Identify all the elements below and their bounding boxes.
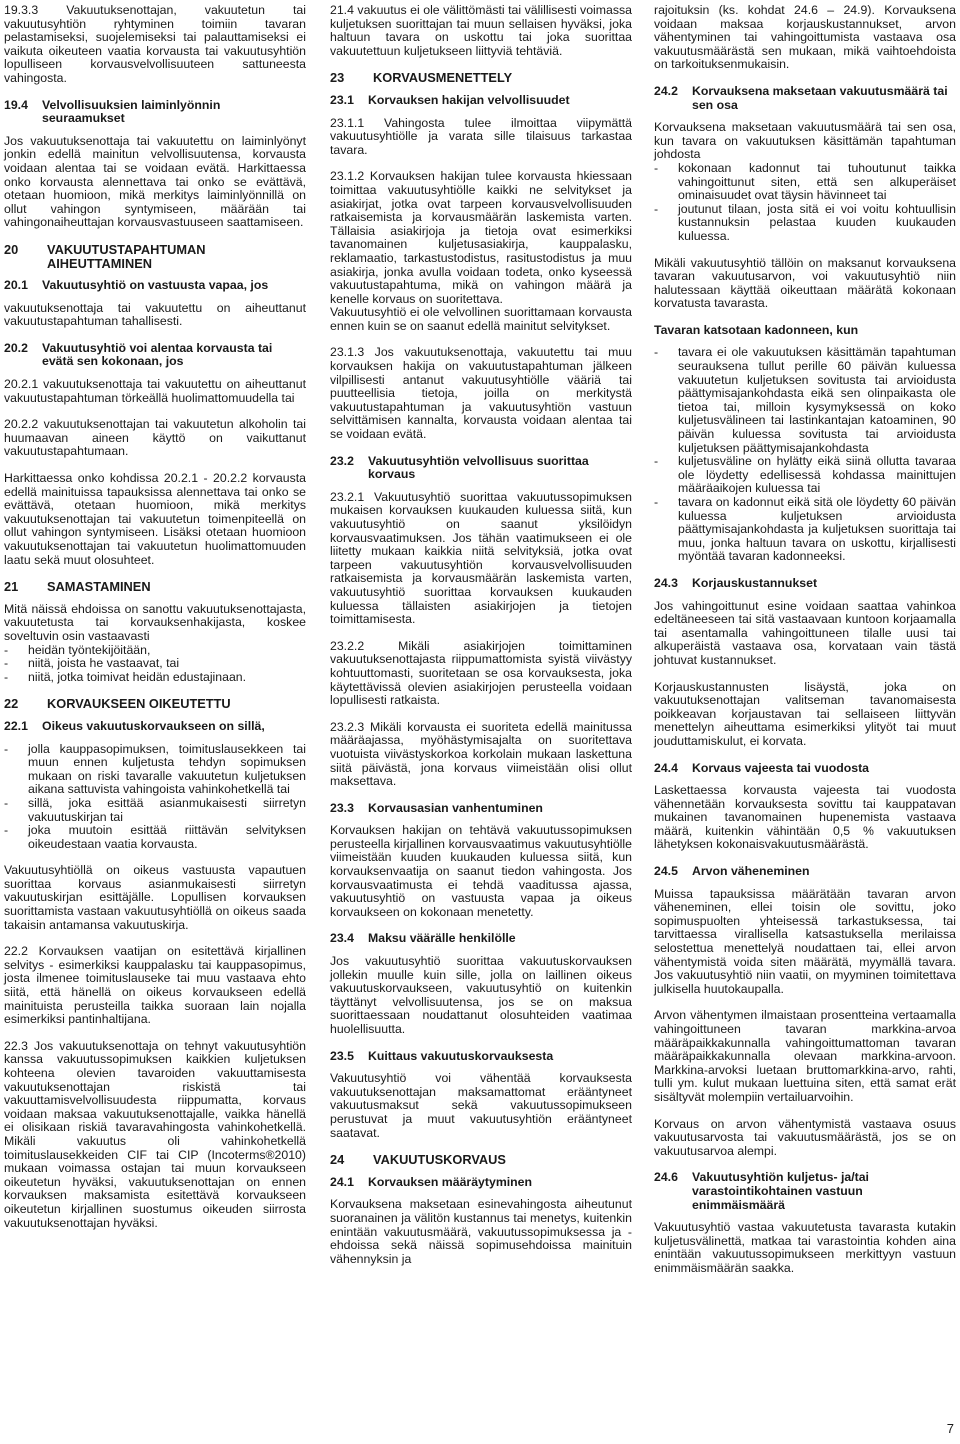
heading-title: Korvaus vajeesta tai vuodosta	[692, 760, 870, 775]
heading-title: Kuittaus vakuutuskorvauksesta	[368, 1048, 554, 1063]
heading-title: KORVAUSMENETTELY	[373, 70, 513, 86]
paragraph-24-3: Jos vahingoittunut esine voidaan saattaa vahinkoa edeltäneeseen tai sitä vastaavaan kuntoon korjaamalla tai asentamalla vahingoittuneen tilalle uusi tai alkuperäistä vastaava osa, korvataan vain tästä johtuvat kustannukset.	[654, 598, 956, 667]
heading-23-1	[330, 94, 632, 108]
heading-title: Korvauksena maksetaan vakuutusmäärä tai sen osa	[692, 83, 948, 112]
heading-number: 24.6	[654, 1170, 678, 1185]
heading-title: Korvausasian vanhentuminen	[368, 800, 543, 815]
paragraph-24-1-cont: rajoituksin (ks. kohdat 24.6 – 24.9). Korvauksena voidaan maksaa korjauskustannukset, arvon vähentyminen tai vahingoittumista vastaava osa vakuutusmäärästä sen mukaan, mikä vaihtoehdoista on tarkoituksenmukaisin.	[654, 3, 956, 72]
heading-20-1	[4, 279, 306, 293]
heading-title: Korjauskustannukset	[692, 575, 818, 590]
paragraph-23-4: Jos vakuutusyhtiö suorittaa vakuutuskorvauksen jollekin muulle kuin sille, jolla on laillinen oikeus vakuutuskorvaukseen, vakuutusyhtiö on kuitenkin täyttänyt velvollisuutensa, jos se on maksua suorittaessaan noudattanut olosuhteiden vaatimaa huolellisuutta.	[330, 954, 632, 1036]
paragraph-22-1b: Vakuutusyhtiöllä on oikeus vastuusta vapautuen suorittaa korvaus asianmukaisesti siirretyn vakuutuskirjan esittäjälle. Lopullisen korvauksen suorittamista vastaan vakuutusyhtiöllä on oikeus saada takaisin antamansa vakuutuskirja.	[4, 863, 306, 932]
heading-title: Korvauksen määräytyminen	[368, 1174, 533, 1189]
list-kadonneen	[654, 346, 956, 564]
paragraph-22-2: 22.2 Korvauksen vaatijan on esitettävä kirjallinen selvitys - esimerkiksi kauppalasku tai kauppasopimus, josta ilmenee toimituslauseke tai muu vastaava ehto siitä, että hänellä on oikeus korvaukseen edellä mainituista perusteilla taikka suoraan lain nojalla esimerkiksi pantinhaltijana.	[4, 944, 306, 1027]
list-item: - tavara on kadonnut eikä sitä ole löydetty 60 päivän kuluessa kuljetuksen arvioidusta päättymisajankohdasta ja kuljetuksen suorittaja tai muu, jonka haltuun tavara on uskottu, kirjallisesti myöntää tavaran kadonneeksi.	[654, 495, 956, 564]
paragraph-20-2-2: 20.2.2 vakuutuksenottajan tai vakuutetun alkoholin tai huumaavan aineen käyttö on vaikuttanut vakuutustapahtumaan.	[4, 417, 306, 459]
column-left	[4, 4, 306, 1243]
heading-21	[4, 580, 306, 594]
heading-title: Velvollisuuksien laiminlyönnin seuraamukset	[42, 97, 221, 126]
paragraph-20-2-3: Harkittaessa onko kohdissa 20.2.1 - 20.2.2 korvausta edellä mainituissa tapauksissa alennettava tai onko se evättävä, otetaan huomioon, mikä merkitys vakuutuksenottajan tai vakuutetun toimenpiteellä on ollut vahingon syntymiseen. Lisäksi otetaan huomioon vakuutuksenottajan tai vakuutetun huolimattomuuden laatu sekä muut olosuhteet.	[4, 471, 306, 567]
heading-title: Maksu väärälle henkilölle	[368, 931, 516, 946]
paragraph-24-5c: Korvaus on arvon vähentymistä vastaava osuus vakuutusarvosta tai vakuutusmäärästä, jos se on vakuutusarvoa alempi.	[654, 1116, 956, 1158]
heading-number: 23.1	[330, 92, 354, 107]
column-right	[654, 4, 956, 1289]
heading-title: Vakuutusyhtiön velvollisuus suorittaa korvaus	[368, 453, 589, 482]
heading-number: 19.4	[4, 97, 28, 112]
paragraph-24-2b: Mikäli vakuutusyhtiö tällöin on maksanut korvauksena tavaran vakuutusarvon, voi vakuutusyhtiö niin halutessaan käyttää oikeuttaan määrätä kokonaan korvatusta tavarasta.	[654, 255, 956, 311]
list-item: - jolla kauppasopimuksen, toimituslausekkeen tai muun ennen kuljetusta tehdyn sopimuksen mukaan on riski tavaralle vakuutetun kuljetuksen aikana sattuvista vahingoista vahinkohetkellä tai	[4, 741, 306, 797]
paragraph-23-3: Korvauksen hakijan on tehtävä vakuutussopimuksen perusteella kirjallinen korvausvaatimus vakuutusyhtiölle viimeistään kuuden kuukauden kuluessa siitä, kun korvauksenvaatija on saanut tiedon vahingosta. Jos korvausvaatimusta ei tehdä vaaditussa ajassa, vakuutusyhtiö on vastuusta vapaa ja oikeus korvaukseen on kokonaan menetetty.	[330, 823, 632, 919]
paragraph-24-1: Korvauksena maksetaan esinevahingosta aiheutunut suoranainen ja välitön kustannus tai menetys, kuitenkin enintään vakuutusmäärä, vakuutussopimuksessa ja -ehdoissa sekä näissä sopimusehdoissa mainituin vähennyksin ja	[330, 1197, 632, 1266]
heading-24-1	[330, 1176, 632, 1190]
paragraph-23-1-2: 23.1.2 Korvauksen hakijan tulee korvausta hkiessaan toimittaa vakuutusyhtiölle kaikki ne selvitykset ja asiakirjat, jotka ovat tarpeen korvausvelvollisuuden ratkaisemista ja korvausmäärän laskemista varten. Tällaisia asiakirjoja ja tietoja ovat esimerkiksi tavanomainen kuljetusasiakirja, kauppalasku, reklamaatio, tarkastustodistus, rasitustodistus ja muu asiakirja, jonka avulla voidaan todeta, onko kyseessä vakuutustapahtuma, mikä on vahingon määrä ja kenelle korvaus on suoritettava.	[330, 169, 632, 306]
paragraph-20-2-1: 20.2.1 vakuutuksenottaja tai vakuutettu on aiheuttanut vakuutustapahtuman törkeällä huolimattomuudella tai	[4, 377, 306, 405]
paragraph-20-1: vakuutuksenottaja tai vakuutettu on aiheuttanut vakuutustapahtuman tahallisesti.	[4, 300, 306, 329]
heading-24	[330, 1153, 632, 1167]
paragraph-24-5: Muissa tapauksissa määrätään tavaran arvon väheneminen, ellei toisin ole sovittu, joko sopimuspuolten yhteisessä tarkastuksessa, tai tarvittaessa virallisella katsastuksella merilaissa selostettua menettelyä noudattaen tai, ellei arvon vähentymistä voida siten määrätä, myymällä tavara. Jos vakuutusyhtiö niin vaatii, on myyminen toimitettava julkisella huutokaupalla.	[654, 886, 956, 996]
paragraph-19-3-3: 19.3.3 Vakuutuksenottajan, vakuutetun tai vakuutusyhtiön ryhtyminen toimiin tavaran pelastamiseksi, suojelemiseksi tai palauttamiseksi ei vaikuta oikeuteen vaatia korvausta tai vakuutusyhtiön lopulliseen korvausvelvollisuuteen sattuneesta vahingosta.	[4, 3, 306, 85]
heading-22	[4, 697, 306, 711]
paragraph-24-6: Vakuutusyhtiö vastaa vakuutetusta tavarasta kutakin kuljetusvälinettä, matkaa tai varastointia kohden aina enintään vakuutussopimukseen merkittyyn vastuun enimmäismäärän saakka.	[654, 1220, 956, 1275]
heading-title: Vakuutusyhtiö voi alentaa korvausta tai evätä sen kokonaan, jos	[42, 340, 273, 369]
heading-number: 24.1	[330, 1174, 354, 1189]
heading-20-2	[4, 342, 306, 369]
heading-23	[330, 71, 632, 85]
heading-22-1	[4, 720, 306, 734]
heading-19-4	[4, 99, 306, 126]
heading-24-6	[654, 1171, 956, 1212]
heading-number: 22.1	[4, 718, 28, 733]
paragraph-21: Mitä näissä ehdoissa on sanottu vakuutuksenottajasta, vakuutetusta tai korvauksenhakijasta, koskee soveltuvin osin vastaavasti	[4, 601, 306, 643]
paragraph-23-2-2: 23.2.2 Mikäli asiakirjojen toimittaminen vakuutuksenottajasta riippumattomista syistä viivästyy kohtuuttomasti, suoritetaan se osa korvauksesta, joka käytettävissä olevien asiakirjojen perusteella voidaan lopullisesti ratkaista.	[330, 638, 632, 708]
heading-number: 21	[4, 579, 19, 595]
paragraph-23-2-1: 23.2.1 Vakuutusyhtiö suorittaa vakuutussopimuksen mukaisen korvauksen kuukauden kuluessa siitä, kun vakuutusyhtiö on saanut yksilöidyn korvausvaatimuksen. Jos tähän vaatimukseen ei ole liitetty mukaan kaikkia niitä selvityksiä, jotka ovat tarpeen vakuutusyhtiön korvausvelvollisuuden ratkaisemista ja korvausmäärän laskemista varten, vakuutusyhtiö suorittaa korvauksen kuukauden kuluessa tällaisten asiakirjojen ja tietojen toimittamisesta.	[330, 489, 632, 627]
heading-number: 24.2	[654, 83, 678, 98]
heading-title: Oikeus vakuutuskorvaukseen on sillä,	[42, 718, 265, 733]
column-middle	[330, 4, 632, 1279]
list-item: - kokonaan kadonnut tai tuhoutunut taikka vahingoittunut siten, että sen alkuperäiset ominaisuudet ovat täysin hävinneet tai	[654, 160, 956, 203]
heading-24-5	[654, 865, 956, 879]
heading-title: VAKUUTUSKORVAUS	[373, 1152, 506, 1168]
paragraph-19-4: Jos vakuutuksenottaja tai vakuutettu on laiminlyönyt jonkin edellä mainitun velvollisuutensa, korvausta voidaan alentaa tai se voidaan evätä. Harkittaessa onko korvausta alennettava tai onko se evättävä, otetaan huomioon, mikä merkitys laiminlyönnillä on ollut vahingon syntymiseen, määrään tai vahingonaiheuttajan korvausvastuuseen saattamiseen.	[4, 133, 306, 230]
list-item: - tavara ei ole vakuutuksen käsittämän tapahtuman seurauksena tullut perille 60 päivän kuluessa vakuutetun kuljetuksen sovitusta tai arvioidusta päättymisajankohdasta eikä sen olinpaikasta ole tietoa tai, milloin kysymyksessä on koko kuljetusvälineen tai lastinkantajan katoaminen, 90 päivän kuluessa sovitusta tai arvioidusta kuljetuksen päättymisajankohdasta	[654, 345, 956, 455]
heading-24-4	[654, 762, 956, 776]
heading-number: 24.5	[654, 864, 678, 879]
heading-number: 20	[4, 241, 19, 257]
heading-number: 23	[330, 70, 345, 86]
heading-title: Vakuutusyhtiö on vastuusta vapaa, jos	[42, 278, 269, 293]
heading-23-3	[330, 802, 632, 816]
paragraph-23-5: Vakuutusyhtiö voi vähentää korvauksesta vakuutuksenottajan maksamattomat erääntyneet vakuutusmaksut sekä vakuutussopimukseen perustuvat ja muut vakuutusyhtiön erääntyneet saatavat.	[330, 1071, 632, 1140]
list-item: - joutunut tilaan, josta sitä ei voi voitu kohtuullisin kustannuksin pelastaa kuuden kuukauden kuluessa.	[654, 201, 956, 243]
heading-24-2	[654, 85, 956, 112]
heading-title: Vakuutusyhtiön kuljetus- ja/tai varastointikohtainen vastuun enimmäismäärä	[692, 1170, 869, 1212]
heading-number: 20.2	[4, 340, 28, 355]
heading-title: SAMASTAMINEN	[47, 579, 151, 595]
heading-number: 23.5	[330, 1048, 354, 1063]
heading-number: 23.2	[330, 453, 354, 468]
list-24-2	[654, 162, 956, 244]
heading-number: 24	[330, 1152, 345, 1168]
heading-number: 24.3	[654, 575, 678, 590]
list-item: - niitä, joista he vastaavat, tai	[4, 656, 180, 671]
heading-number: 23.4	[330, 931, 354, 946]
paragraph-23-1-3: 23.1.3 Jos vakuutuksenottaja, vakuutettu tai muu korvauksen hakija on vakuutustapahtuman jälkeen vilpillisesti antanut vakuutusyhtiölle vääriä tai puutteellisia tietoja, joilla on merkitystä vakuutustapahtuman ja vakuutusyhtiön vastuun selvittämisen kannalta, korvausta voidaan alentaa tai se voidaan evätä.	[330, 345, 632, 442]
list-item: - sillä, joka esittää asianmukaisesti siirretyn vakuutuskirjan tai	[4, 795, 306, 824]
list-item: - kuljetusväline on hylätty eikä siinä ollutta tavaraa ole löydetty edellisessä kohdassa mainittujen määräaikojen kuluessa tai	[654, 454, 956, 496]
paragraph-23-1-1: 23.1.1 Vahingosta tulee ilmoittaa viipymättä vakuutusyhtiölle ja varata sille tilaisuus tarkastaa tavara.	[330, 115, 632, 157]
paragraph-23-1-2b: Vakuutusyhtiö ei ole velvollinen suorittamaan korvausta ennen kuin se on saanut edellä mainitut selvitykset.	[330, 305, 632, 333]
heading-23-5	[330, 1050, 632, 1064]
list-item: - niitä, jotka toimivat heidän edustajinaan.	[4, 669, 247, 684]
heading-title: VAKUUTUSTAPAHTUMAN AIHEUTTAMINEN	[47, 241, 206, 271]
paragraph-21-4: 21.4 vakuutus ei ole välittömästi tai välillisesti voimassa kuljetuksen suorittajan tai muun sellaisen hyväksi, joka haltuun tavara on uskottu tai joka suorittaa vakuutettuun kuljetukseen liittyviä tehtäviä.	[330, 3, 632, 58]
paragraph-24-5b: Arvon vähentymen ilmaistaan prosentteina vertaamalla vahingoittuneen tavaran markkina-arvoa määräpaikkakunnalla vahingoittumattoman tavaran määräpaikkakunnalla olevaan markkina-arvoon. Markkina-arvoksi luetaan bruttomarkkina-arvo, rahti, tulli ym. kulut mukaan luettuina siten, että samat erät sisältyvät molempiin vertailuarvoihin.	[654, 1008, 956, 1104]
paragraph-23-2-3: 23.2.3 Mikäli korvausta ei suoriteta edellä mainitussa määräajassa, myöhästymisajalta on suoritettava vuotuista viivästyskorkoa korkolain mukaan laskettuna siitä päivästä, jona korvaus viimeistään olisi ollut maksettava.	[330, 719, 632, 789]
list-item: - heidän työntekijöitään,	[4, 642, 151, 657]
heading-number: 20.1	[4, 278, 28, 293]
page-number: 7	[946, 1421, 954, 1436]
list-21	[4, 644, 306, 685]
heading-number: 23.3	[330, 800, 354, 815]
heading-20	[4, 243, 306, 270]
paragraph-24-3b: Korjauskustannusten lisäystä, joka on vakuutuksenottajan valitseman tavanomaisesta poikkeavan korjaustavan tai sellaiseen liittyvän menettelyn aiheuttama esimerkiksi ylityöt tai muut jouduttamiskulut, ei korvata.	[654, 679, 956, 748]
heading-title: KORVAUKSEEN OIKEUTETTU	[47, 696, 231, 712]
heading-23-4	[330, 932, 632, 946]
heading-number: 22	[4, 696, 19, 712]
heading-number: 24.4	[654, 760, 678, 775]
list-22-1	[4, 743, 306, 852]
heading-title: Korvauksen hakijan velvollisuudet	[368, 92, 570, 107]
paragraph-22-3: 22.3 Jos vakuutuksenottaja on tehnyt vakuutusyhtiön kanssa vakuutussopimuksen kaikkien kuljetuksen kohteena olevien tavaroiden vakuuttamisesta vakuutuksenottajan riskistä tai vakuuttamisvelvollisuudesta riippumatta, korvaus voidaan maksaa vakuutuksenottajalle, vaikka hänellä ei olisikaan riskiä tavaravahingosta vahinkohetkellä. Mikäli vakuutus oli vahinkohetkellä toimituslausekkeiden CIF tai CIP (Incoterms®2010) mukaan voimassa ostajan tai muun korvaukseen oikeutetun hyväksi, vakuutuksenottajan on ennen korvauksen maksamista esitettävä korvaukseen oikeutetun kirjallinen suostumus oikeuden siirrosta vakuutuksenottajan hyväksi.	[4, 1038, 306, 1230]
paragraph-24-4: Laskettaessa korvausta vajeesta tai vuodosta vähennetään korvauksesta sovittu tai kauppatavan mukainen tavanomainen hupenemista vastaava määrä, kuitenkin vähintään 0,5 % vakuutuksen lähetyksen kokonaisvakuutusmäärästä.	[654, 783, 956, 852]
heading-23-2	[330, 455, 632, 482]
list-item: - joka muutoin esittää riittävän selvityksen oikeudestaan vaatia korvausta.	[4, 823, 306, 851]
heading-title: Arvon väheneminen	[692, 864, 810, 879]
heading-kadonneen: Tavaran katsotaan kadonneen, kun	[654, 322, 859, 337]
heading-24-3	[654, 577, 956, 591]
paragraph-24-2: Korvauksena maksetaan vakuutusmäärä tai sen osa, kun tavara on vakuutuksen käsittämän tapahtuman johdosta	[654, 120, 956, 162]
